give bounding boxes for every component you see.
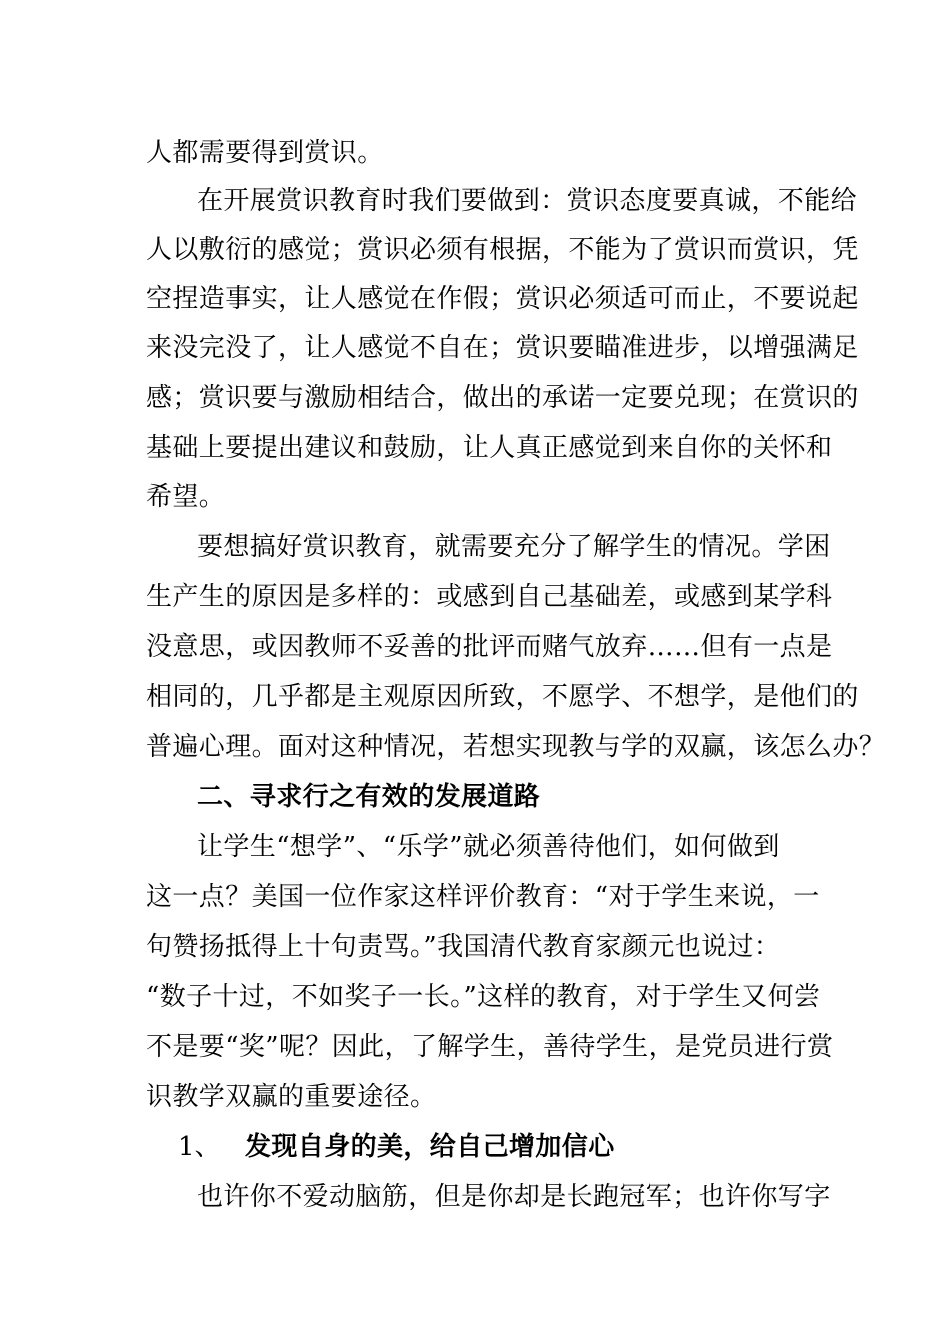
- text-line: 没意思，或因教师不妥善的批评而赌气放弃……但有一点是: [146, 632, 833, 662]
- text-line: 基础上要提出建议和鼓励，让人真正感觉到来自你的关怀和: [146, 433, 833, 463]
- text-line: 来没完没了，让人感觉不自在；赏识要瞄准进步，以增强满足: [146, 333, 859, 363]
- text-line: 让学生“想学”、“乐学”就必须善待他们，如何做到: [197, 832, 780, 862]
- text-line: 人以敷衍的感觉；赏识必须有根据，不能为了赏识而赏识，凭: [146, 235, 859, 265]
- text-line: 普遍心理。面对这种情况，若想实现教与学的双赢，该怎么办？: [146, 732, 886, 762]
- text-line: 感；赏识要与激励相结合，做出的承诺一定要兑现；在赏识的: [146, 383, 859, 413]
- section-heading: 二、寻求行之有效的发展道路: [197, 782, 541, 812]
- text-line: 空捏造事实，让人感觉在作假；赏识必须适可而止，不要说起: [146, 284, 859, 314]
- text-line: 生产生的原因是多样的：或感到自己基础差，或感到某学科: [146, 582, 833, 612]
- text-line: 在开展赏识教育时我们要做到：赏识态度要真诚，不能给: [197, 186, 858, 216]
- text-line: 句赞扬抵得上十句责骂。”我国清代教育家颜元也说过：: [146, 932, 781, 962]
- text-line: 这一点？美国一位作家这样评价教育：“对于学生来说，一: [146, 882, 820, 912]
- text-line: “数子十过，不如奖子一长。”这样的教育，对于学生又何尝: [146, 982, 821, 1012]
- text-line: 也许你不爱动脑筋，但是你却是长跑冠军；也许你写字: [197, 1182, 831, 1212]
- text-line: 相同的，几乎都是主观原因所致，不愿学、不想学，是他们的: [146, 682, 859, 712]
- text-line: 希望。: [146, 482, 226, 512]
- text-line: 不是要“奖”呢？因此，了解学生，善待学生，是党员进行赏: [146, 1032, 834, 1062]
- text-line: 人都需要得到赏识。: [146, 138, 384, 168]
- text-line: 要想搞好赏识教育，就需要充分了解学生的情况。学困: [197, 532, 831, 562]
- text-line: 识教学双赢的重要途径。: [146, 1082, 437, 1112]
- subsection-heading: 发现自身的美，给自己增加信心: [245, 1132, 615, 1162]
- subsection-number: 1、: [178, 1132, 221, 1162]
